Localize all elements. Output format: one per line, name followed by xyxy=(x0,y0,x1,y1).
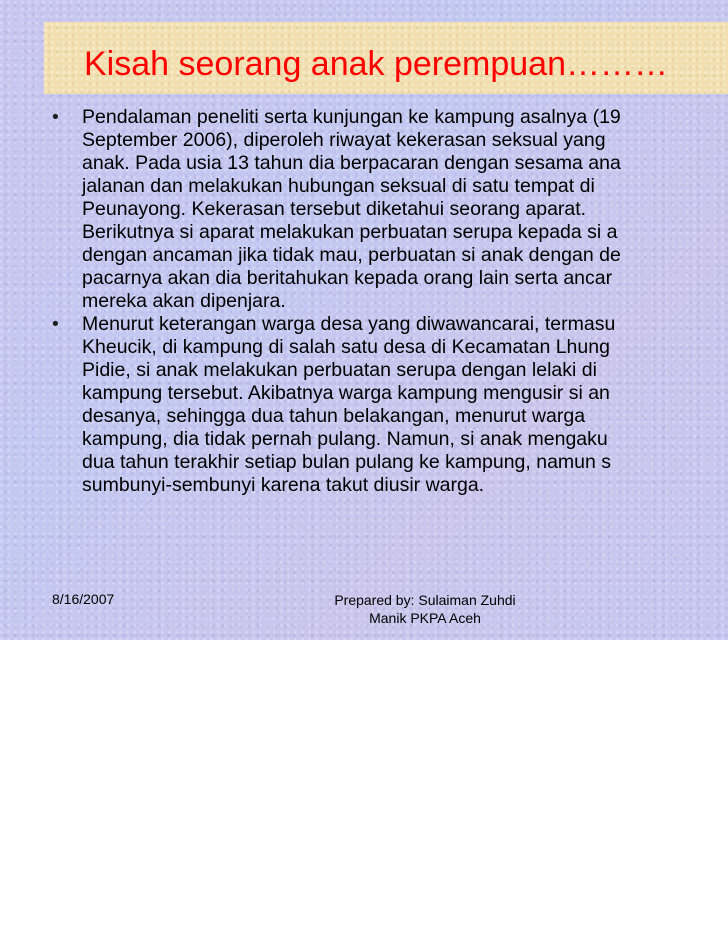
bullet-text-line: Pendalaman peneliti serta kunjungan ke kampung asalnya (19 xyxy=(82,106,621,128)
slide-title: Kisah seorang anak perempuan……… xyxy=(84,45,668,83)
bullet-item xyxy=(52,313,728,497)
bullet-text-line: dua tahun terakhir setiap bulan pulang ke kampung, namun s xyxy=(82,451,612,473)
bullet-text-line: September 2006), diperoleh riwayat kekerasan seksual yang xyxy=(82,129,606,151)
bullet-icon: • xyxy=(52,313,59,335)
bullet-text-line: Kheucik, di kampung di salah satu desa di Kecamatan Lhung xyxy=(82,336,610,358)
bullet-text-line: Pidie, si anak melakukan perbuatan serupa dengan lelaki di xyxy=(82,359,597,381)
bullet-text-line: Berikutnya si aparat melakukan perbuatan serupa kepada si a xyxy=(82,221,618,243)
bullet-text-line: kampung tersebut. Akibatnya warga kampung mengusir si an xyxy=(82,382,610,404)
bullet-item xyxy=(52,106,728,313)
footer-prepared-line2: Manik PKPA Aceh xyxy=(369,610,481,626)
bullet-list xyxy=(52,106,728,497)
footer-date: 8/16/2007 xyxy=(52,591,115,607)
bullet-text-line: jalanan dan melakukan hubungan seksual di satu tempat di xyxy=(82,175,595,197)
bullet-text-line: sumbunyi-sembunyi karena takut diusir warga. xyxy=(82,474,485,496)
bullet-text-line: Peunayong. Kekerasan tersebut diketahui seorang aparat. xyxy=(82,198,587,220)
bullet-text-line: Menurut keterangan warga desa yang diwawancarai, termasu xyxy=(82,313,616,335)
bullet-text-line: desanya, sehingga dua tahun belakangan, menurut warga xyxy=(82,405,586,427)
bullet-text-line: anak. Pada usia 13 tahun dia berpacaran dengan sesama ana xyxy=(82,152,621,174)
bullet-text-line: pacarnya akan dia beritahukan kepada orang lain serta ancar xyxy=(82,267,613,289)
bullet-text-line: mereka akan dipenjara. xyxy=(82,290,286,312)
footer-prepared-by xyxy=(290,591,560,627)
bullet-text-line: kampung, dia tidak pernah pulang. Namun, si anak mengaku xyxy=(82,428,608,450)
bullet-text-line: dengan ancaman jika tidak mau, perbuatan si anak dengan de xyxy=(82,244,621,266)
bullet-icon: • xyxy=(52,106,59,128)
footer-prepared-line1: Prepared by: Sulaiman Zuhdi xyxy=(334,592,516,608)
